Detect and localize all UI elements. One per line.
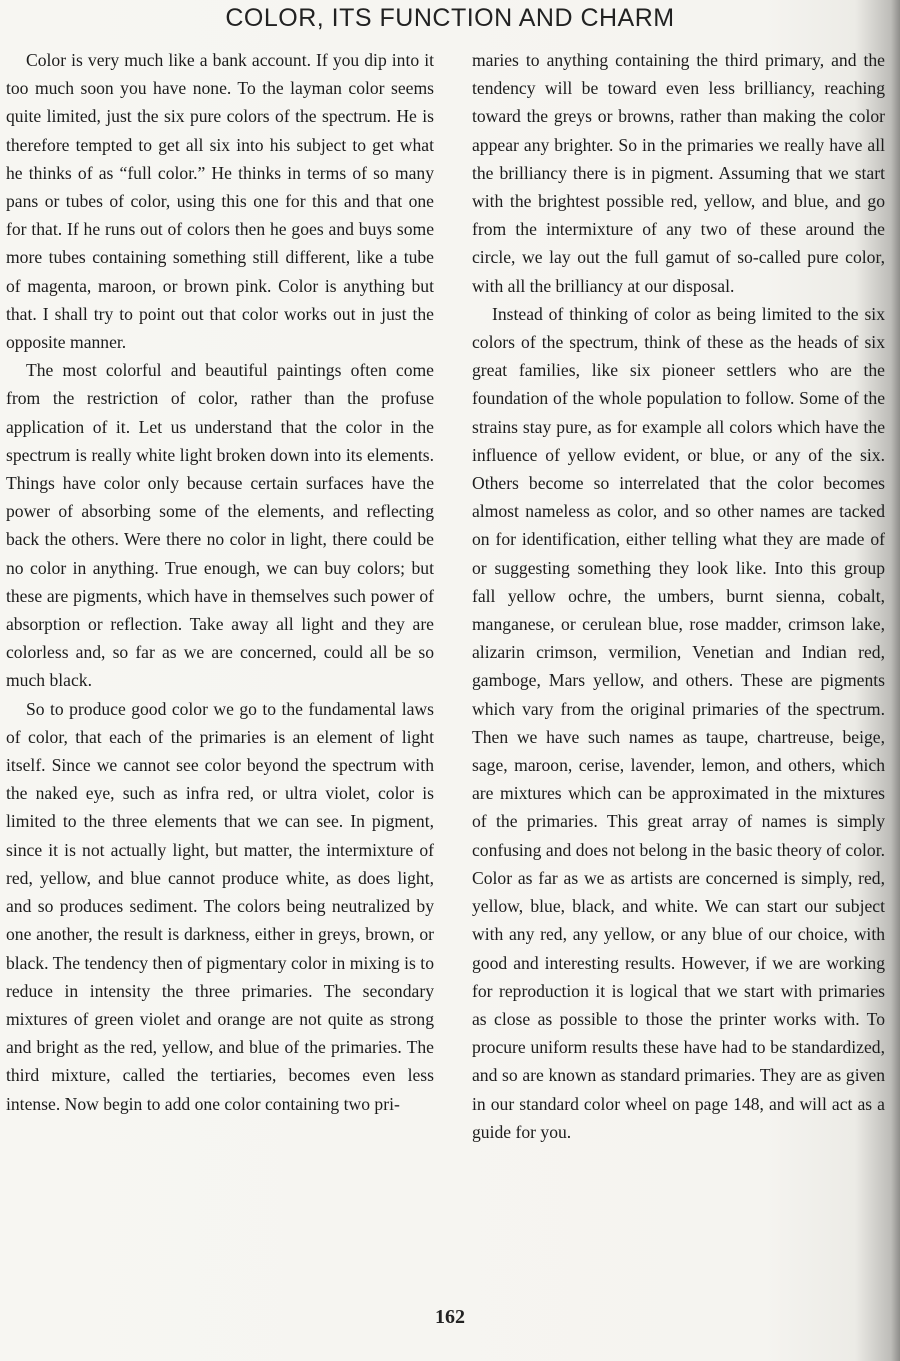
paragraph: Color is very much like a bank account. If you dip into it too much soon you have none. To the layman color seems quite limited, just the six pure colors of the spectrum. He is therefore tempted to get all six into his subject to get what he thinks of as “full color.” He thinks in terms of so many pans or tubes of color, using this one for this and that one for that. If he runs out of colors then he goes and buys some more tubes containing something still different, like a tube of magenta, maroon, or brown pink. Color is anything but that. I shall try to point out that color works out in just the opposite manner. [6,50,434,353]
running-head: COLOR, ITS FUNCTION AND CHARM [225,4,675,32]
right-column [472,46,885,1314]
paragraph: So to produce good color we go to the fundamental laws of color, that each of the primaries is an element of light itself. Since we cannot see color beyond the spectrum with the naked eye, such as infra red, or ultra violet, color is limited to the three elements that we can see. In pigment, since it is not actually light, but matter, the intermixture of red, yellow, and blue cannot produce white, as does light, and so produces sediment. The colors being neutralized by one another, the result is darkness, either in greys, brown, or black. The tendency then of pigmentary color in mixing is to reduce in intensity the three primaries. The secondary mixtures of green violet and orange are not quite as strong and bright as the red, yellow, and blue of the primaries. The third mixture, called the tertiaries, becomes even less intense. Now begin to add one color containing two pri- [6,698,434,1114]
page-number: 162 [435,1306,465,1328]
paragraph-continued: maries to anything containing the third primary, and the tendency will be toward even less brilliancy, reaching toward the greys or browns, rather than making the color appear any brighter. So in the primaries we really have all the brilliancy there is in pigment. Assuming that we start with the brightest possible red, yellow, and blue, and go from the intermixture of any two of these around the circle, we lay out the full gamut of so-called pure color, with all the brilliancy at our disposal. [472,50,885,296]
paragraph: The most colorful and beautiful paintings often come from the restriction of color, rather than the profuse application of it. Let us understand that the color in the spectrum is really white light broken down into its elements. Things have color only because certain surfaces have the power of absorbing some of the elements, and reflecting back the others. Were there no color in light, there could be no color in anything. True enough, we can buy colors; but these are pigments, which have in themselves such power of absorption or reflection. Take away all light and they are colorless and, so far as we are concerned, could all be so much black. [6,360,434,691]
paragraph: Instead of thinking of color as being limited to the six colors of the spectrum, think of these as the heads of six great families, like six pioneer settlers who are the foundation of the whole population to follow. Some of the strains stay pure, as for example all colors which have the influence of yellow evident, or blue, or any of the six. Others become so interrelated that the color becomes almost nameless as color, and so other names are tacked on for identification, either telling what they are made of or suggesting something they look like. Into this group fall yellow ochre, the umbers, burnt sienna, cobalt, manganese, or cerulean blue, rose madder, crimson lake, alizarin crimson, vermilion, Venetian and Indian red, gamboge, Mars yellow, and others. These are pigments which vary from the original primaries of the spectrum. Then we have such names as taupe, chartreuse, beige, sage, maroon, cerise, lavender, lemon, and others, which are mixtures which can be approximated in the mixtures of the primaries. This great array of names is simply confusing and does not belong in the basic theory of color. Color as far as we as artists are concerned is simply, red, yellow, blue, black, and white. We can start our subject with any red, any yellow, or any blue of our choice, with good and interesting results. However, if we are working for reproduction it is logical that we start with primaries as close as possible to those the printer works with. To procure uniform results these have had to be standardized, and so are known as standard primaries. They are as given in our standard color wheel on page 148, and will act as a guide for you. [472,303,885,1142]
left-column [6,46,434,1314]
